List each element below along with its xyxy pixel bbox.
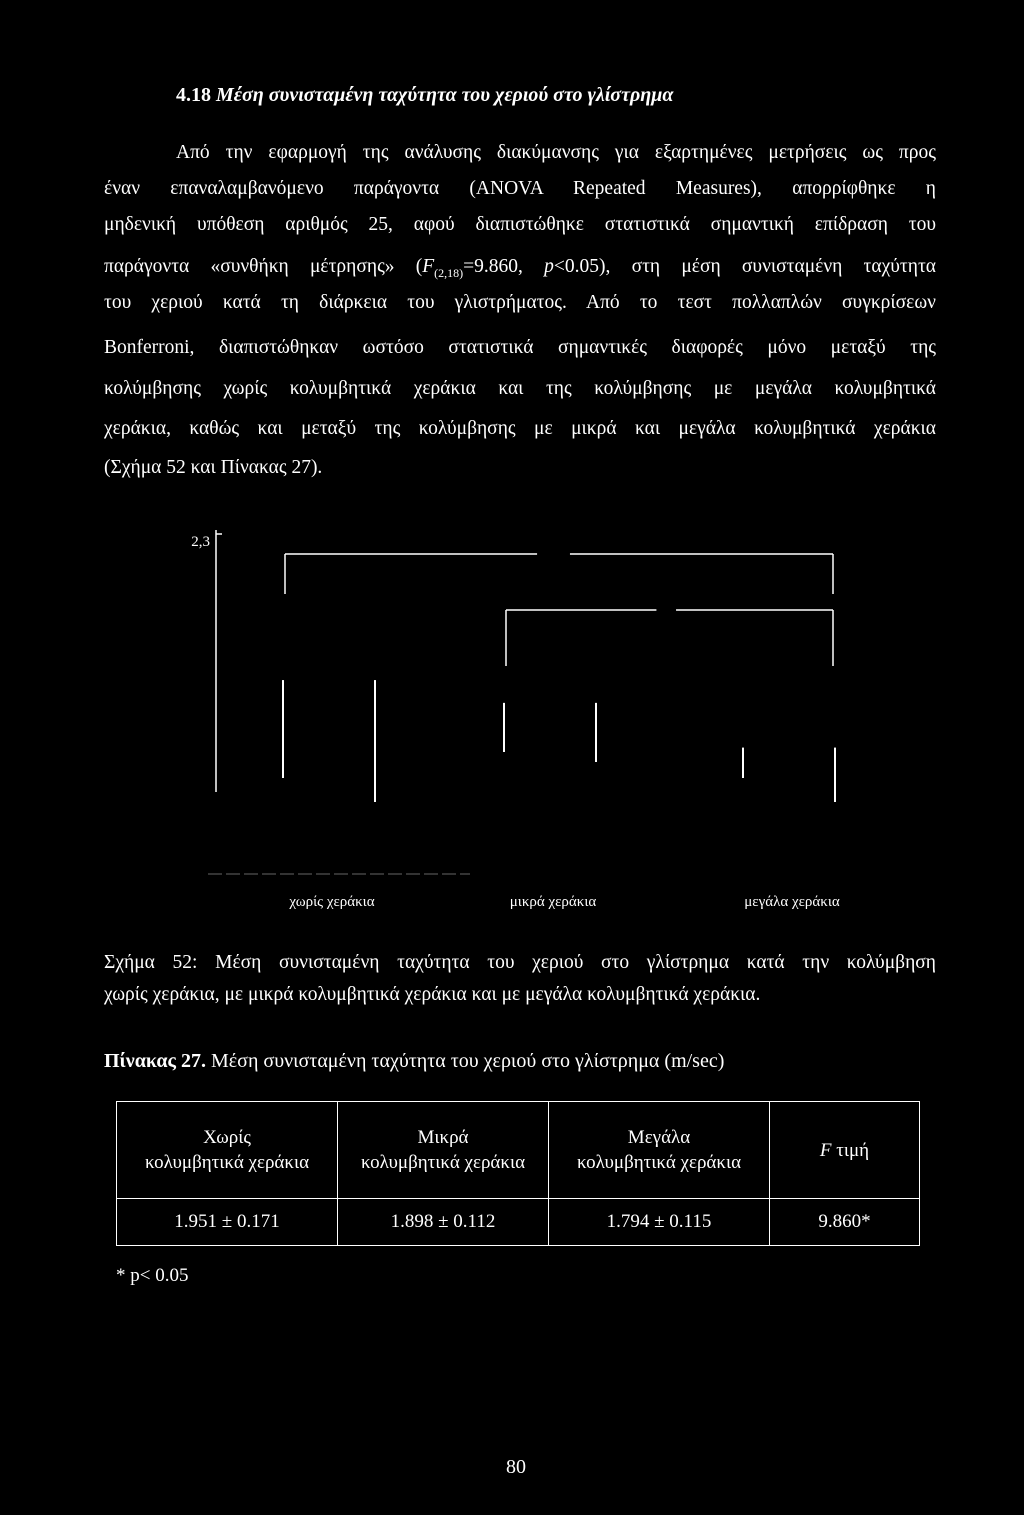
x-category-label: μεγάλα χεράκια [744,894,840,910]
header-line: κολυμβητικά χεράκια [144,1152,310,1173]
table-cell: 1.898 ± 0.112 [338,1199,549,1246]
p-symbol: p [544,256,554,277]
paragraph-line: Bonferroni, διαπιστώθηκαν ωστόσο στατιστικά σημαντικές διαφορές μόνο μεταξύ της [104,337,936,358]
table-note: * p< 0.05 [116,1265,189,1286]
paragraph-line-last: (Σχήμα 52 και Πίνακας 27). [104,457,323,478]
header-line: Μικρά [417,1127,469,1148]
caption-line: Σχήμα 52: Μέση συνισταμένη ταχύτητα του χεριού στο γλίστρημα κατά την κολύμβηση [104,952,936,973]
paragraph-line: έναν επαναλαμβανόμενο παράγοντα (ANOVA Repeated Measures), απορρίφθηκε η [104,178,936,199]
paragraph-line: κολύμβησης χωρίς κολυμβητικά χεράκια και της κολύμβησης με μεγάλα κολυμβητικά [104,378,936,399]
paragraph-line: χεράκια, καθώς και μεταξύ της κολύμβησης με μικρά και μεγάλα κολυμβητικά χεράκια [104,418,936,439]
caption-line: χωρίς χεράκια, με μικρά κολυμβητικά χεράκια και με μεγάλα κολυμβητικά χεράκια. [104,984,761,1005]
paragraph-line: μηδενική υπόθεση αριθμός 25, αφού διαπιστώθηκε στατιστικά σημαντική επίδραση του [104,214,936,235]
chart-layer [191,530,840,910]
header-line: Μεγάλα [627,1127,691,1148]
section-number: 4.18 [176,84,211,106]
stats-text-a: παράγοντα «συνθήκη μέτρησης» ( [104,256,423,277]
header-cell [338,1102,549,1199]
table-label: Πίνακας 27. [104,1050,206,1072]
x-category-label: μικρά χεράκια [509,894,597,910]
table-header-row [117,1102,920,1199]
table-cell: 9.860* [770,1199,920,1246]
table-cell: 1.951 ± 0.171 [117,1199,338,1246]
table-title [104,1050,724,1073]
header-line: κολυμβητικά χεράκια [360,1152,526,1173]
f-symbol: F [422,256,435,277]
stats-text-b: =9.860, [463,256,545,277]
paragraph-line: Από την εφαρμογή της ανάλυσης διακύμανσης για εξαρτημένες μετρήσεις ως προς [176,142,936,163]
bar-chart [150,510,890,920]
header-cell [117,1102,338,1199]
header-cell-f [770,1102,920,1199]
header-line: κολυμβητικά χεράκια [576,1152,742,1173]
page-number: 80 [506,1456,526,1478]
results-table [116,1101,920,1246]
header-f-symbol: F [819,1139,832,1161]
header-f-word: τιμή [836,1139,870,1161]
paragraph-line-stats [104,252,936,288]
y-tick-label: 2,3 [191,534,210,550]
section-heading [176,84,673,107]
stats-text-c: <0.05), στη μέση συνισταμένη ταχύτητα [553,256,937,277]
table-cell: 1.794 ± 0.115 [549,1199,770,1246]
section-title: Μέση συνισταμένη ταχύτητα του χεριού στο γλίστρημα [216,84,674,106]
paragraph-line: του χεριού κατά τη διάρκεια του γλιστρήματος. Από το τεστ πολλαπλών συγκρίσεων [104,292,936,313]
header-cell [549,1102,770,1199]
table-row [117,1199,920,1246]
table-title-text: Μέση συνισταμένη ταχύτητα του χεριού στο γλίστρημα (m/sec) [210,1050,725,1072]
header-line: Χωρίς [203,1127,251,1148]
x-category-label: χωρίς χεράκια [289,894,375,910]
f-df: (2,18) [434,265,464,280]
